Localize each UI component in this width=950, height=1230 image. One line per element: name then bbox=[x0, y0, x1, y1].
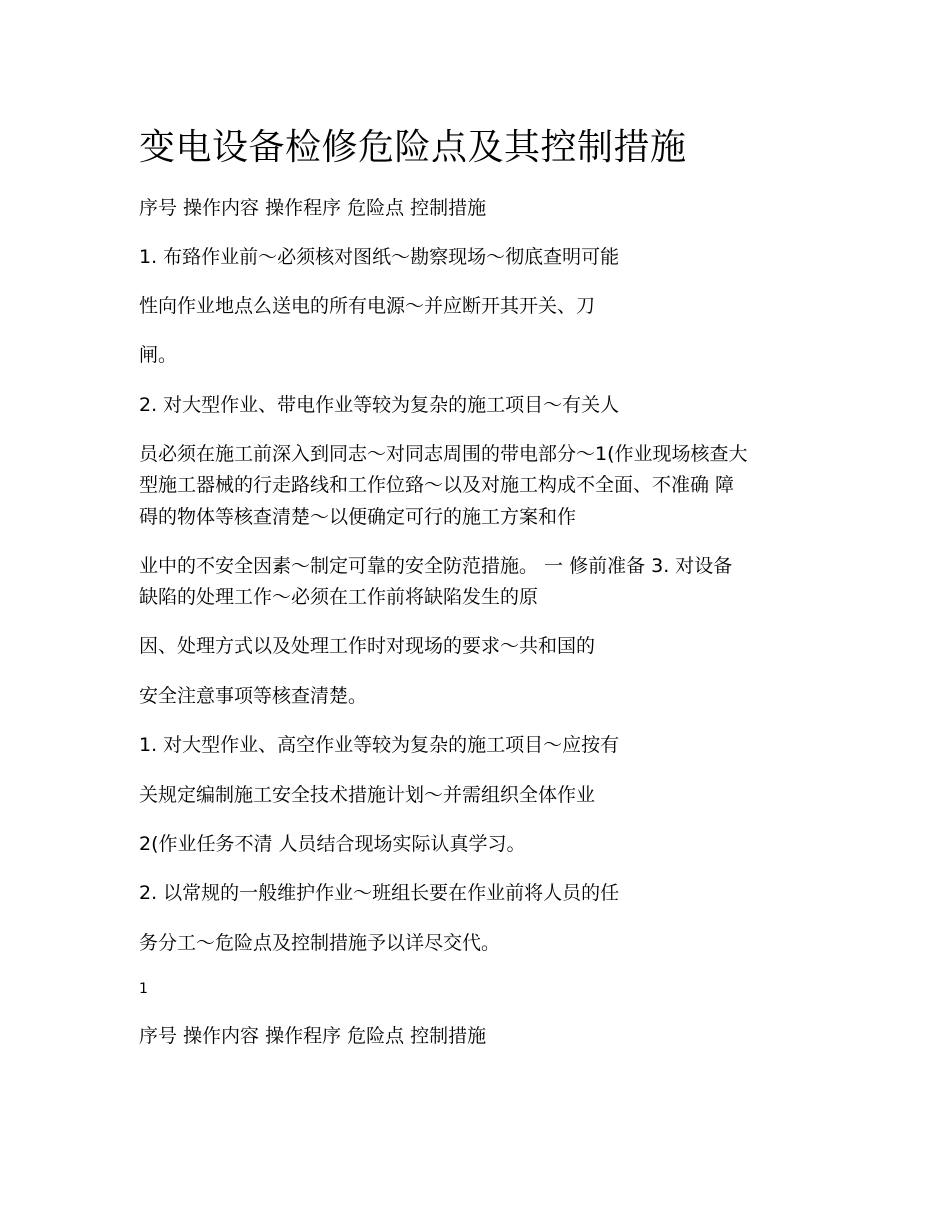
text-line: 业中的不安全因素～制定可靠的安全防范措施。 一 修前准备 3. 对设备 bbox=[139, 555, 733, 577]
text-line: 因、处理方式以及处理工作时对现场的要求～共和国的 bbox=[139, 635, 596, 657]
page-number: 1 bbox=[139, 981, 148, 997]
text-line: 安全注意事项等核查清楚。 bbox=[139, 685, 368, 707]
text-line: 关规定编制施工安全技术措施计划～并需组织全体作业 bbox=[139, 784, 596, 806]
text-line: 型施工器械的行走路线和工作位臵～以及对施工构成不全面、不准确 障 bbox=[139, 474, 735, 496]
table-header-line: 序号 操作内容 操作程序 危险点 控制措施 bbox=[139, 197, 487, 219]
text-line: 2. 对大型作业、带电作业等较为复杂的施工项目～有关人 bbox=[139, 394, 620, 416]
text-line: 员必须在施工前深入到同志～对同志周围的带电部分～1(作业现场核查大 bbox=[139, 443, 748, 465]
text-line: 1. 布臵作业前～必须核对图纸～勘察现场～彻底查明可能 bbox=[139, 246, 620, 268]
text-line: 1. 对大型作业、高空作业等较为复杂的施工项目～应按有 bbox=[139, 734, 620, 756]
text-line: 缺陷的处理工作～必须在工作前将缺陷发生的原 bbox=[139, 586, 539, 608]
text-line: 2(作业任务不清 人员结合现场实际认真学习。 bbox=[139, 833, 526, 855]
text-line: 2. 以常规的一般维护作业～班组长要在作业前将人员的任 bbox=[139, 882, 620, 904]
text-line: 碍的物体等核查清楚～以便确定可行的施工方案和作 bbox=[139, 506, 577, 528]
text-line: 性向作业地点么送电的所有电源～并应断开其开关、刀 bbox=[139, 295, 596, 317]
document-title: 变电设备检修危险点及其控制措施 bbox=[139, 127, 687, 168]
text-line: 务分工～危险点及控制措施予以详尽交代。 bbox=[139, 932, 501, 954]
text-line: 闸。 bbox=[139, 344, 178, 366]
table-header-line: 序号 操作内容 操作程序 危险点 控制措施 bbox=[139, 1025, 487, 1047]
